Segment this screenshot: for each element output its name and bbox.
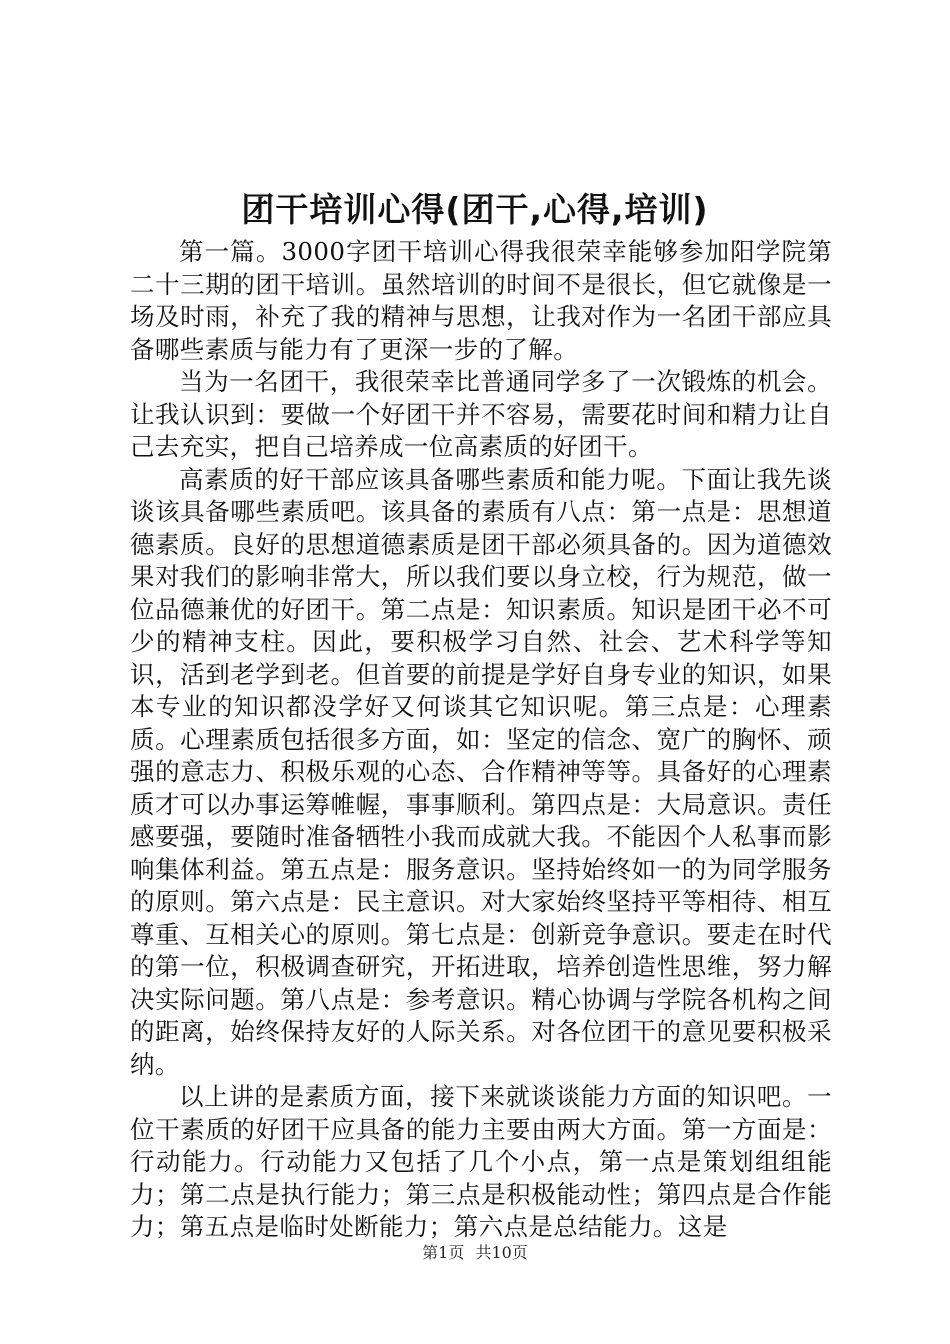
paragraph-1: 第一篇。3000字团干培训心得我很荣幸能够参加阳学院第二十三期的团干培训。虽然培训的时间不是很长，但它就像是一场及时雨，补充了我的精神与思想，让我对作为一名团干部应具备哪些素质与能力有了更深一步的了解。	[130, 237, 832, 364]
paragraph-2: 当为一名团干，我很荣幸比普通同学多了一次锻炼的机会。让我认识到：要做一个好团干并不容易，需要花时间和精力让自己去充实，把自己培养成一位高素质的好团干。	[130, 367, 832, 461]
document-body	[130, 236, 832, 1244]
page-total: 共10页	[475, 1243, 528, 1262]
page-footer	[0, 1242, 950, 1264]
paragraph-3: 高素质的好干部应该具备哪些素质和能力呢。下面让我先谈谈该具备哪些素质吧。该具备的素质有八点：第一点是：思想道德素质。良好的思想道德素质是团干部必须具备的。因为道德效果对我们的影响非常大，所以我们要以身立校，行为规范，做一位品德兼优的好团干。第二点是：知识素质。知识是团干必不可少的精神支柱。因此，要积极学习自然、社会、艺术科学等知识，活到老学到老。但首要的前提是学好自身专业的知识，如果本专业的知识都没学好又何谈其它知识呢。第三点是：心理素质。心理素质包括很多方面，如：坚定的信念、宽广的胸怀、顽强的意志力、积极乐观的心态、合作精神等等。具备好的心理素质才可以办事运筹帷幄，事事顺利。第四点是：大局意识。责任感要强，要随时准备牺牲小我而成就大我。不能因个人私事而影响集体利益。第五点是：服务意识。坚持始终如一的为同学服务的原则。第六点是：民主意识。对大家始终坚持平等相待、相互尊重、互相关心的原则。第七点是：创新竞争意识。要走在时代的第一位，积极调查研究，开拓进取，培养创造性思维，努力解决实际问题。第八点是：参考意识。精心协调与学院各机构之间的距离，始终保持友好的人际关系。对各位团干的意见要积极采纳。	[130, 464, 832, 1079]
document-title: 团干培训心得(团干,心得,培训)	[241, 190, 709, 229]
paragraph-4: 以上讲的是素质方面，接下来就谈谈能力方面的知识吧。一位干素质的好团干应具备的能力主要由两大方面。第一方面是：行动能力。行动能力又包括了几个小点，第一点是策划组组能力；第二点是执行能力；第三点是积极能动性；第四点是合作能力；第五点是临时处断能力；第六点是总结能力。这是	[130, 1082, 832, 1241]
page-number: 第1页	[422, 1243, 465, 1262]
